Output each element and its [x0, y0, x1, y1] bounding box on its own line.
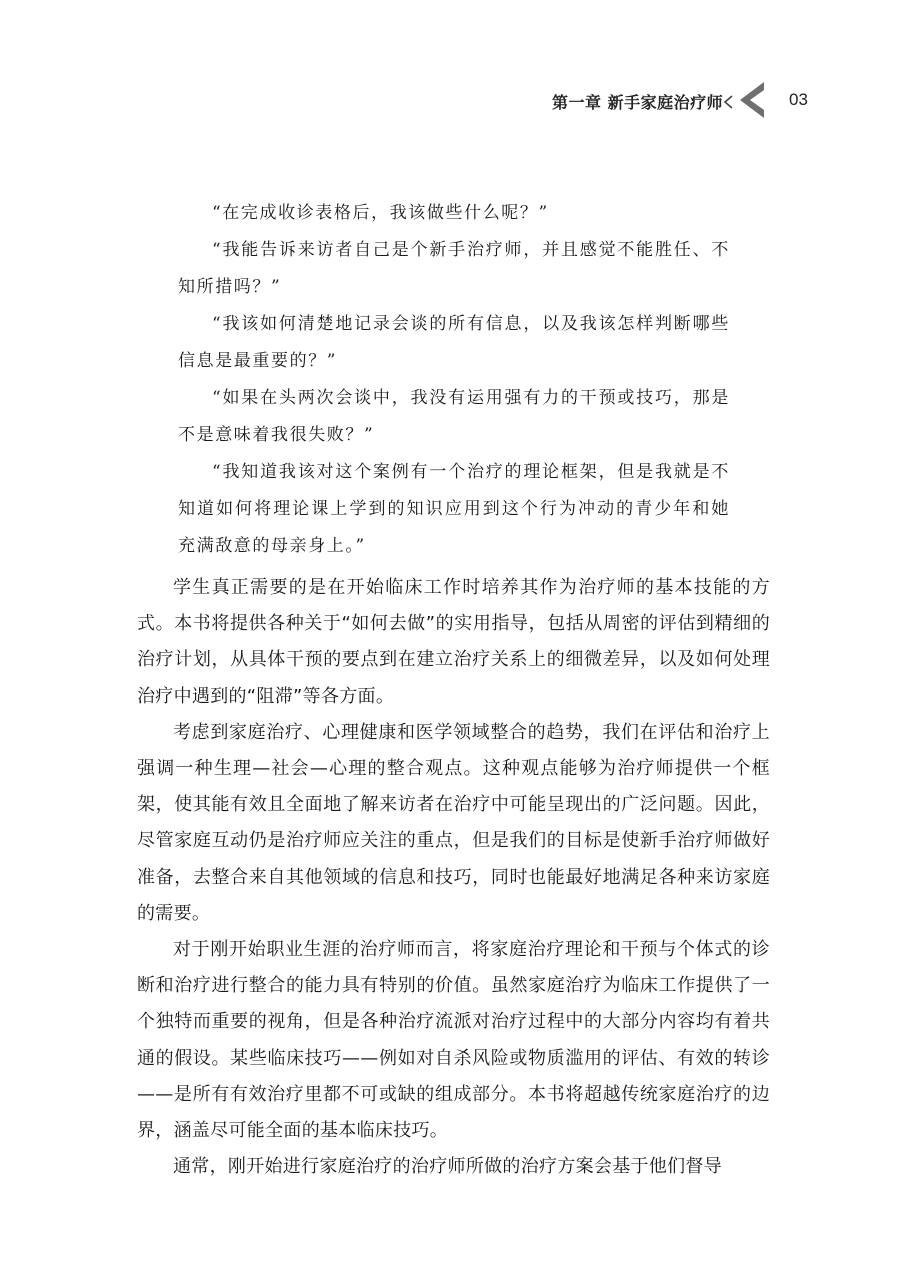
chevron-left-large-icon	[738, 82, 766, 118]
quote-item: “我该如何清楚地记录会谈的所有信息，以及我该怎样判断哪些信息是最重要的？”	[178, 314, 730, 371]
chevron-left-small-icon	[722, 94, 734, 110]
quote-item: “我能告诉来访者自己是个新手治疗师，并且感觉不能胜任、不知所措吗？”	[178, 240, 730, 297]
chapter-title: 第一章 新手家庭治疗师	[552, 93, 724, 112]
paragraph: 学生真正需要的是在开始临床工作时培养其作为治疗师的基本技能的方式。本书将提供各种关于“如何去做”的实用指导，包括从周密的评估到精细的治疗计划，从具体干预的要点到在建立治疗关系上的细微差异，以及如何处理治疗中遇到的“阻滞”等各方面。	[137, 577, 770, 707]
quote-block	[178, 195, 730, 565]
paragraph: 考虑到家庭治疗、心理健康和医学领域整合的趋势，我们在评估和治疗上强调一种生理—社会—心理的整合观点。这种观点能够为治疗师提供一个框架，使其能有效且全面地了解来访者在治疗中可能呈现出的广泛问题。因此，尽管家庭互动仍是治疗师应关注的重点，但是我们的目标是使新手治疗师做好准备，去整合来自其他领域的信息和技巧，同时也能最好地满足各种来访家庭的需要。	[137, 721, 770, 924]
body-text	[137, 570, 770, 1185]
running-header	[0, 88, 900, 118]
quote-item: “在完成收诊表格后，我该做些什么呢？”	[212, 203, 549, 223]
paragraph: 通常，刚开始进行家庭治疗的治疗师所做的治疗方案会基于他们督导	[173, 1156, 722, 1178]
quote-item: “我知道我该对这个案例有一个治疗的理论框架，但是我就是不知道如何将理论课上学到的知识应用到这个行为冲动的青少年和她充满敌意的母亲身上。”	[178, 462, 730, 556]
quote-item: “如果在头两次会谈中，我没有运用强有力的干预或技巧，那是不是意味着我很失败？”	[178, 388, 730, 445]
page-number: 03	[789, 90, 808, 109]
paragraph: 对于刚开始职业生涯的治疗师而言，将家庭治疗理论和干预与个体式的诊断和治疗进行整合的能力具有特别的价值。虽然家庭治疗为临床工作提供了一个独特而重要的视角，但是各种治疗流派对治疗过程中的大部分内容均有着共通的假设。某些临床技巧——例如对自杀风险或物质滥用的评估、有效的转诊——是所有有效治疗里都不可或缺的组成部分。本书将超越传统家庭治疗的边界，涵盖尽可能全面的基本临床技巧。	[137, 939, 770, 1142]
